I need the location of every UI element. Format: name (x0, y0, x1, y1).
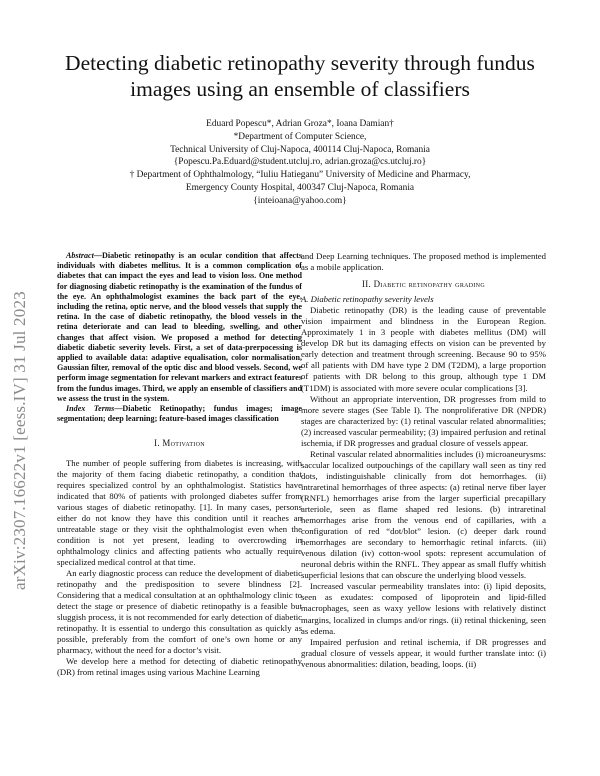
right-column (301, 251, 546, 670)
affiliation-2-hospital: Emergency County Hospital, 400347 Cluj-Napoca, Romania (185, 182, 415, 193)
paper-title: Detecting diabetic retinopathy severity through fundus images using an ensemble of classifiers (65, 51, 535, 101)
affiliation-2-email: {inteioana@yahoo.com} (253, 195, 347, 206)
author-block (60, 118, 540, 208)
arxiv-identifier: arXiv:2307.16622v1 [eess.IV] 31 Jul 2023 (10, 291, 29, 590)
section-heading-motivation: I. Motivation (154, 438, 205, 449)
paragraph: Increased vascular permeability translates into: (i) lipid deposits, seen as exudates: composed of lipoprotein and lipid-filled macrophages, seen as waxy yellow lesions with relatively distinct margins, localized in clumps and/or rings. (ii) retinal thickening, seen as edema. (301, 581, 546, 636)
affiliation-2-dept: † Department of Ophthalmology, “Iuliu Hatieganu” University of Medicine and Pharmacy, (129, 170, 471, 181)
affiliation-1-emails: {Popescu.Pa.Eduard@student.utcluj.ro, adrian.groza@cs.utcluj.ro} (173, 157, 427, 168)
author-names: Eduard Popescu*, Adrian Groza*, Ioana Damian† (206, 119, 394, 129)
affiliation-1-dept: *Department of Computer Science, (233, 131, 367, 142)
index-terms (57, 404, 302, 424)
paragraph: Diabetic retinopathy (DR) is the leading cause of preventable vision impairment and blindness in the European Region. Approximately 1 in 3 people with diabetes mellitus (DM) will develop DR but its damaging effects on vision can be prevented by early detection and treatment through screening. Because 90 to 95% of all patients with DM have type 2 DM (T2DM), a large proportion of patients with DR belong to this group, although type 1 DM (T1DM) is associated with more severe ocular complications [3]. (301, 305, 546, 393)
section-heading-grading: II. Diabetic retinopathy grading (362, 279, 485, 290)
paragraph: We develop here a method for detecting of diabetic retinopathy (DR) from retinal images using various Machine Learning (57, 656, 302, 678)
paragraph: An early diagnostic process can reduce the development of diabetic retinopathy and the predisposition to severe blindness [2]. Considering that a medical consultation at an ophthalmology clinic to detect the stage or presence of diabetic retinopathy is a feasible but sluggish process, it is not recommended for early detection of diabetic retinopathy. It is essential to undergo this consultation as quickly as possible, preferably from the comfort of one’s own home or any pharmacy, without the need for a doctor’s visit. (57, 567, 302, 656)
index-terms-text: —Diabetic Retinopathy; fundus images; image segmentation; deep learning; feature-based images classification (57, 404, 302, 424)
paragraph: The number of people suffering from diabetes is increasing, with the majority of them facing diabetic retinopathy, a condition that requires specialized control by an ophthalmologist. Statistics have indicated that 80% of patients with prolonged diabetes suffer from various stages of diabetic retinopathy. [1]. In many cases, persons either do not know they have this condition until it reaches an untreatable stage or they visit the ophthalmologist even when the condition is not yet present, leading to overcrowding in ophthalmology clinics and affecting patients who actually require specialized medical control at that time. (57, 457, 302, 567)
subsection-heading-severity: A. Diabetic retinopathy severity levels (301, 294, 434, 305)
abstract-text: —Diabetic retinopathy is an ocular condition that affects individuals with diabetes mellitus. It is a common complication of diabetes that can impact the eyes and lead to vision loss. One method for diagnosing diabetic retinopathy is the examination of the fundus of the eye. An ophthalmologist examines the back part of the eye, including the retina, optic nerve, and the blood vessels that supply the retina. In the case of diabetic retinopathy, the blood vessels in the retina deteriorate and can lead to bleeding, swelling, and other changes that affect vision. We proposed a method for detecting diabetic diabetic severity levels. First, a set of data-prerpocessing is applied to available data: adaptive equalisation, color normalisation, Gaussian filter, removal of the optic disc and blood vessels. Second, we perform image segmentation for relevant markers and extract features from the fundus images. Third, we apply an ensemble of classifiers and we assess the trust in the system. (57, 251, 302, 403)
paragraph: Without an appropriate intervention, DR progresses from mild to more severe stages (See Table I). The nonproliferative DR (NPDR) stages are characterized by: (1) retinal vascular related abnormalities; (2) increased vascular permeability; (3) impaired perfusion and retinal ischemia, if DR progresses and gradual closure of vessels appear. (301, 393, 546, 448)
index-terms-lead: Index Terms (66, 404, 115, 414)
paragraph: Impaired perfusion and retinal ischemia, if DR progresses and gradual closure of vessels appear, it would further translate into: (i) venous abnormalities: dilation, beading, loops. (ii) (301, 636, 546, 669)
affiliation-1-univ: Technical University of Cluj-Napoca, 400114 Cluj-Napoca, Romania (170, 144, 430, 155)
arxiv-watermark (10, 190, 34, 590)
paragraph: and Deep Learning techniques. The proposed method is implemented as a mobile application. (301, 251, 546, 273)
abstract-lead: Abstract (66, 251, 94, 260)
paragraph: Retinal vascular related abnormalities includes (i) microaneurysms: saccular localized outpouchings of the capillary wall seen as tiny red dots, indistinguishable clinically from dot hemorrhages. (ii) intraretinal hemorrhages of three aspects: (a) retinal nerve fiber layer (RNFL) hemorrhages arise from the larger superficial precapillary arteriole, seen as flame shaped red lesions. (b) intraretinal hemorrhages arise from the venous end of capillaries, with a configuration of red “dot/blot” lesion. (c) deeper dark round hemorrhages are secondary to hemorrhagic retinal infarcts. (iii) venous dilation (iv) cotton-wool spots: represent accumulation of neuronal debris within the RNFL. They appear as small fluffy whitish superficial lesions that can obscure the underlying blood vessels. (301, 448, 546, 581)
left-column (57, 251, 302, 678)
abstract (57, 251, 302, 404)
